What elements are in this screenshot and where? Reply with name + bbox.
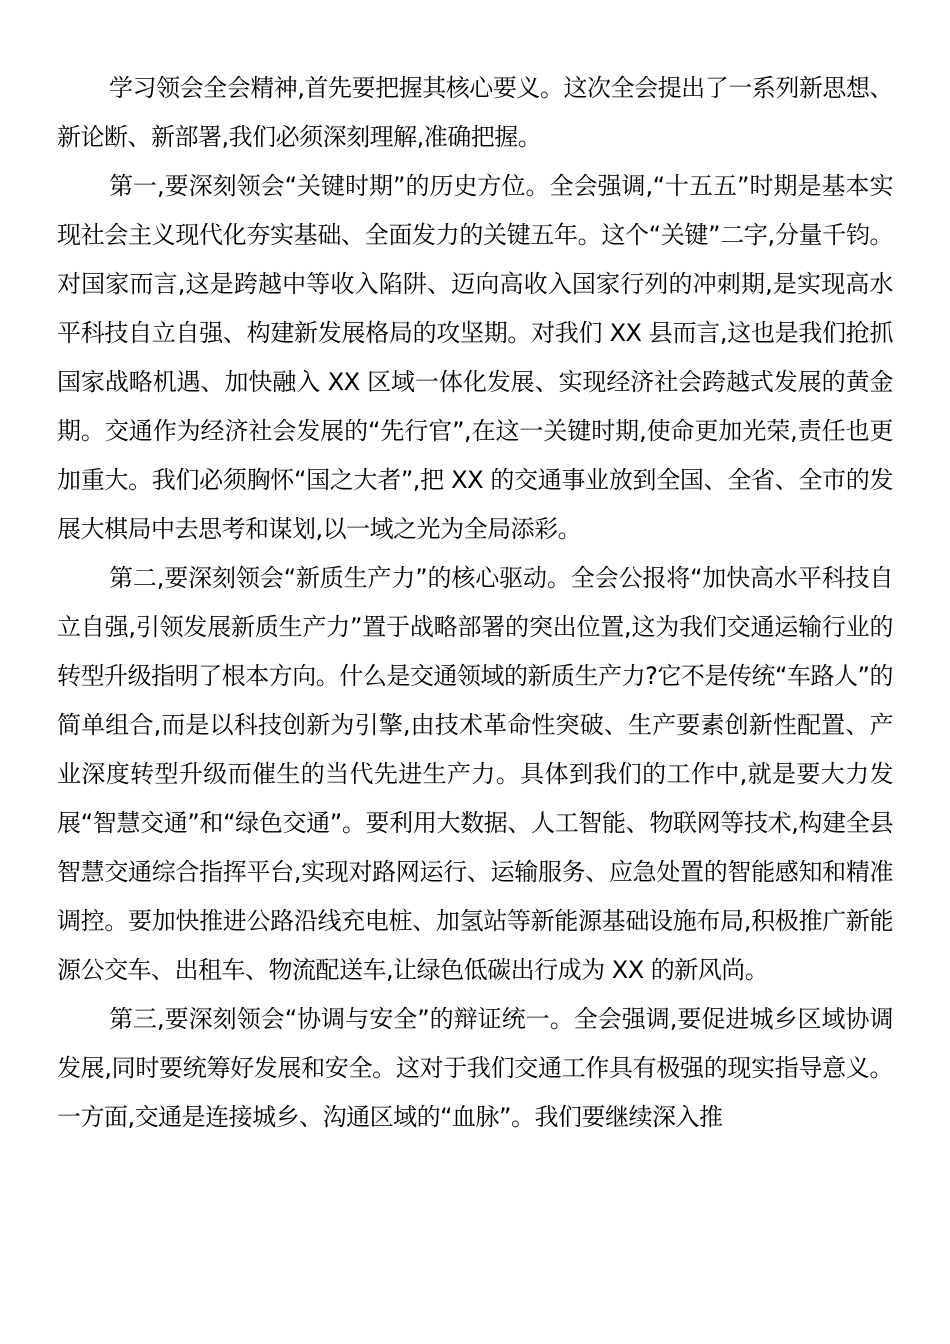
paragraph-intro: 学习领会全会精神,首先要把握其核心要义。这次全会提出了一系列新思想、新论断、新部署,我们必须深刻理解,准确把握。: [57, 74, 893, 151]
paragraph-second-point: 第二,要深刻领会“新质生产力”的核心驱动。全会公报将“加快高水平科技自立自强,引领发展新质生产力”置于战略部署的突出位置,这为我们交通运输行业的转型升级指明了根本方向。什么是交通领域的新质生产力?它不是传统“车路人”的简单组合,而是以科技创新为引擎,由技术革命性突破、生产要素创新性配置、产业深度转型升级而催生的当代先进生产力。具体到我们的工作中,就是要大力发展“智慧交通”和“绿色交通”。要利用大数据、人工智能、物联网等技术,构建全县智慧交通综合指挥平台,实现对路网运行、运输服务、应急处置的智能感知和精准调控。要加快推进公路沿线充电桩、加氢站等新能源基础设施布局,积极推广新能源公交车、出租车、物流配送车,让绿色低碳出行成为 XX 的新风尚。: [57, 564, 893, 984]
paragraph-first-point: 第一,要深刻领会“关键时期”的历史方位。全会强调,“十五五”时期是基本实现社会主义现代化夯实基础、全面发力的关键五年。这个“关键”二字,分量千钧。对国家而言,这是跨越中等收入陷阱、迈向高收入国家行列的冲刺期,是实现高水平科技自立自强、构建新发展格局的攻坚期。对我们 XX 县而言,这也是我们抢抓国家战略机遇、加快融入 XX 区域一体化发展、实现经济社会跨越式发展的黄金期。交通作为经济社会发展的“先行官”,在这一关键时期,使命更加光荣,责任也更加重大。我们必须胸怀“国之大者”,把 XX 的交通事业放到全国、全省、全市的发展大棋局中去思考和谋划,以一域之光为全局添彩。: [57, 172, 893, 543]
document-page: [57, 64, 893, 1142]
paragraph-third-point: 第三,要深刻领会“协调与安全”的辩证统一。全会强调,要促进城乡区域协调发展,同时要统筹好发展和安全。这对于我们交通工作具有极强的现实指导意义。一方面,交通是连接城乡、沟通区域的“血脉”。我们要继续深入推: [57, 1005, 893, 1131]
